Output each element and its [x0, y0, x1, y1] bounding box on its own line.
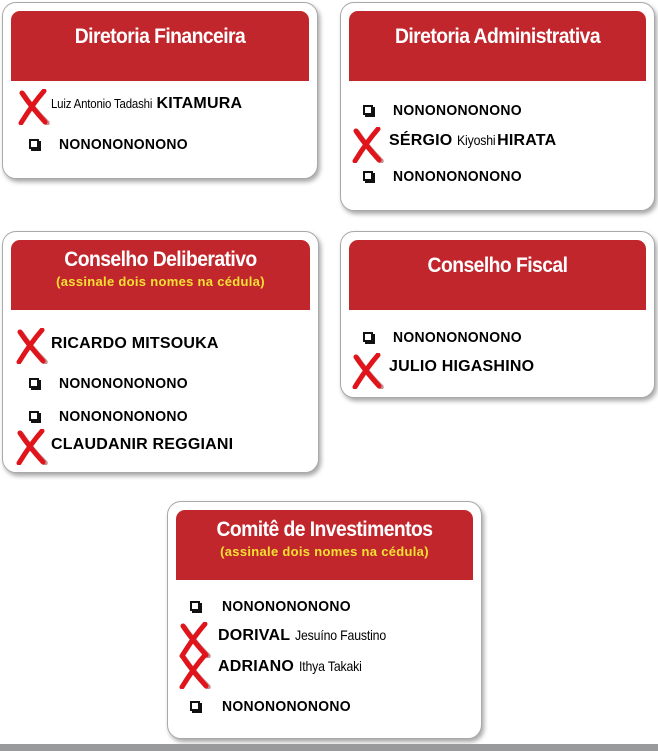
candidate-name: NONONONONONO: [59, 375, 188, 392]
option-reggiani[interactable]: [15, 433, 310, 457]
option-mitsouka[interactable]: [15, 332, 310, 356]
candidate-name: NONONONONONO: [59, 136, 188, 153]
title-comite-investimentos: Comitê de Investimentos: [216, 518, 433, 541]
option-dorival[interactable]: [178, 624, 473, 648]
checkbox-icon[interactable]: [190, 601, 200, 611]
option-adriano[interactable]: [178, 655, 473, 679]
header-comite-investimentos: [176, 510, 473, 580]
candidate-last-name: KITAMURA: [156, 95, 243, 112]
x-mark-icon: [351, 353, 385, 389]
card-comite-investimentos: [167, 501, 482, 739]
option-hirata[interactable]: [351, 129, 646, 153]
x-mark-icon: [15, 328, 49, 364]
checkbox-icon[interactable]: [29, 411, 39, 421]
card-diretoria-financeira: [2, 2, 318, 179]
candidate-middle-name: Kiyoshi: [456, 132, 496, 148]
candidate-rest-name: Jesuíno Faustino: [294, 627, 386, 643]
candidate-name: NONONONONONO: [393, 329, 522, 346]
title-conselho-deliberativo: Conselho Deliberativo: [64, 248, 257, 271]
subtitle-conselho-deliberativo: (assinale dois nomes na cédula): [56, 274, 265, 289]
candidate-last-name: HIRATA: [497, 132, 557, 149]
card-conselho-fiscal: [340, 231, 655, 398]
candidate-name: NONONONONONO: [59, 408, 188, 425]
option-nonono[interactable]: [351, 165, 646, 189]
candidate-first-name: DORIVAL: [218, 627, 291, 644]
x-mark-icon: [351, 127, 385, 163]
title-diretoria-administrativa: Diretoria Administrativa: [394, 25, 601, 48]
candidate-name: NONONONONONO: [222, 698, 351, 715]
candidate-name: JULIO HIGASHINO: [389, 358, 535, 375]
title-conselho-fiscal: Conselho Fiscal: [427, 254, 568, 277]
option-nonono[interactable]: [15, 405, 310, 429]
checkbox-icon[interactable]: [29, 378, 39, 388]
option-higashino[interactable]: [351, 355, 646, 379]
candidate-name: NONONONONONO: [222, 598, 351, 615]
header-conselho-fiscal: [349, 240, 646, 310]
candidate-rest-name: Ithya Takaki: [298, 658, 362, 674]
option-nonono[interactable]: [178, 595, 473, 619]
header-diretoria-financeira: [11, 11, 309, 81]
candidate-first-name: ADRIANO: [218, 658, 295, 675]
header-diretoria-administrativa: [349, 11, 646, 81]
candidate-first-name: SÉRGIO: [389, 132, 453, 149]
candidate-name: CLAUDANIR REGGIANI: [51, 436, 234, 453]
candidate-name: NONONONONONO: [393, 168, 522, 185]
x-mark-icon: [17, 89, 51, 125]
option-nonono[interactable]: [17, 133, 307, 157]
checkbox-icon[interactable]: [363, 332, 373, 342]
candidate-name: RICARDO MITSOUKA: [51, 335, 219, 352]
x-mark-icon: [178, 653, 212, 689]
option-nonono[interactable]: [15, 372, 310, 396]
option-nonono[interactable]: [351, 326, 646, 350]
header-conselho-deliberativo: [11, 240, 310, 310]
card-conselho-deliberativo: [2, 231, 319, 473]
checkbox-icon[interactable]: [363, 171, 373, 181]
checkbox-icon[interactable]: [190, 701, 200, 711]
candidate-name: NONONONONONO: [393, 102, 522, 119]
candidate-first-name: Luiz Antonio Tadashi: [51, 96, 153, 111]
checkbox-icon[interactable]: [29, 139, 39, 149]
bottom-bar: [0, 744, 658, 751]
title-diretoria-financeira: Diretoria Financeira: [74, 25, 246, 48]
x-mark-icon: [15, 429, 49, 465]
option-nonono[interactable]: [178, 695, 473, 719]
card-diretoria-administrativa: [340, 2, 655, 211]
checkbox-icon[interactable]: [363, 105, 373, 115]
option-nonono[interactable]: [351, 99, 646, 123]
option-kitamura[interactable]: [17, 93, 307, 117]
subtitle-comite-investimentos: (assinale dois nomes na cédula): [220, 544, 429, 559]
